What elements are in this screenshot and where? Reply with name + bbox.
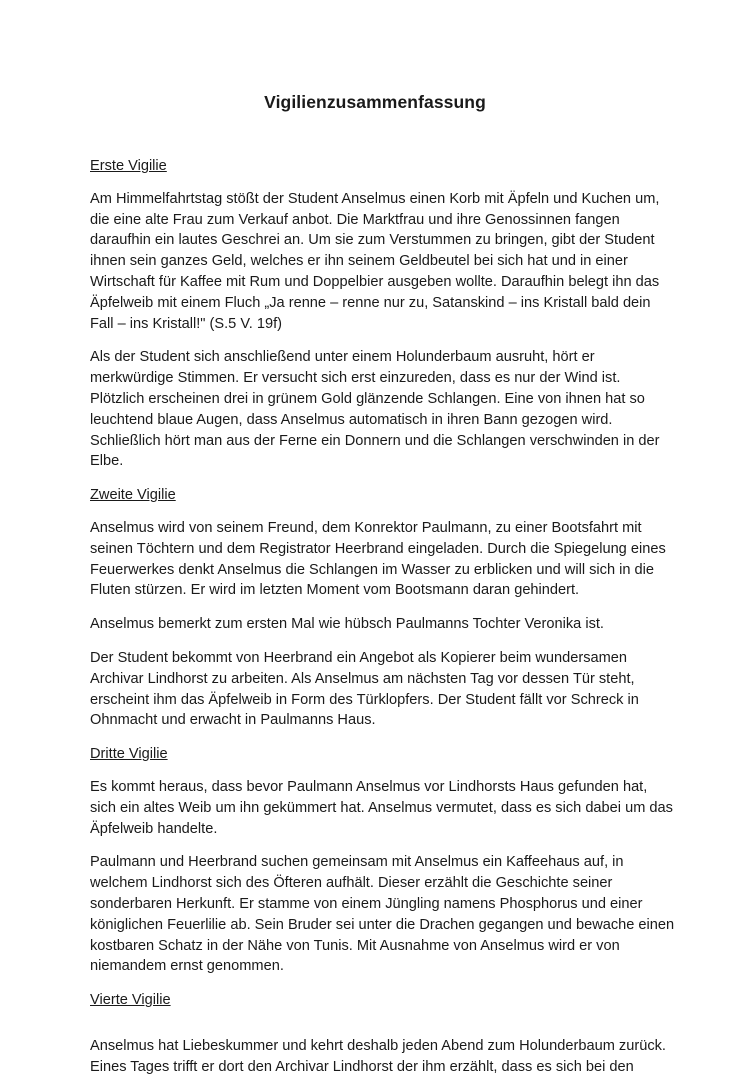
paragraph: Es kommt heraus, dass bevor Paulmann Anselmus vor Lindhorsts Haus gefunden hat, sich ein altes Weib um ihn gekümmert hat. Anselmus vermutet, dass es sich dabei um das Äpfelweib handelte. (90, 778, 673, 837)
paragraph: Paulmann und Heerbrand suchen gemeinsam mit Anselmus ein Kaffeehaus auf, in welchem Lindhorst sich des Öfteren aufhält. Dieser erzählt die Geschichte seiner sonderbaren Herkunft. Er stamme von einem Jüngling namens Phosphorus und einer königlichen Feuerlilie ab. Sein Bruder sei unter die Drachen gegangen und bewache einen kostbaren Schatz in der Nähe von Tunis. Mit Ausnahme von Anselmus wird er von niemandem ernst genommen. (90, 854, 675, 975)
paragraph: Am Himmelfahrtstag stößt der Student Anselmus einen Korb mit Äpfeln und Kuchen um, die eine alte Frau zum Verkauf anbot. Die Marktfrau und ihre Genossinnen fangen daraufhin ein lautes Geschrei an. Um sie zum Verstummen zu bringen, gibt der Student ihnen sein ganzes Geld, welches er ihn seinem Geldbeutel bei sich hat und in einer Wirtschaft für Kaffee mit Rum und Doppelbier ausgeben wollte. Daraufhin belegt ihn das Äpfelweib mit einem Fluch „Ja renne – renne nur zu, Satanskind – ins Kristall bald dein Fall – ins Kristall!" (S.5 V. 19f) (90, 190, 660, 332)
section-dritte-vigilie (90, 744, 675, 977)
section-erste-vigilie (90, 156, 675, 472)
paragraph: Der Student bekommt von Heerbrand ein Angebot als Kopierer beim wundersamen Archivar Lindhorst zu arbeiten. Als Anselmus am nächsten Tag vor dessen Tür steht, erscheint ihm das Äpfelweib in Form des Türklopfers. Der Student fällt vor Schreck in Ohnmacht und erwacht in Paulmanns Haus. (90, 649, 639, 729)
page-title: Vigilienzusammenfassung (264, 92, 486, 112)
section-heading: Vierte Vigilie (90, 992, 171, 1009)
paragraph: Anselmus hat Liebeskummer und kehrt deshalb jeden Abend zum Holunderbaum zurück. Eines Tages trifft er dort den Archivar Lindhorst der ihm erzählt, dass es sich bei den (90, 1037, 666, 1075)
paragraph: Als der Student sich anschließend unter einem Holunderbaum ausruht, hört er merkwürdige Stimmen. Er versucht sich erst einzureden, dass es nur der Wind ist. Plötzlich erscheinen drei in grünem Gold glänzende Schlangen. Eine von ihnen hat so leuchtend blaue Augen, dass Anselmus automatisch in ihren Bann gezogen wird. Schließlich hört man aus der Ferne ein Donnern und die Schlangen verschwinden in der Elbe. (90, 349, 660, 470)
section-heading: Erste Vigilie (90, 158, 167, 174)
paragraph: Anselmus bemerkt zum ersten Mal wie hübsch Paulmanns Tochter Veronika ist. (90, 616, 604, 633)
paragraph: Anselmus wird von seinem Freund, dem Konrektor Paulmann, zu einer Bootsfahrt mit seinen Töchtern und dem Registrator Heerbrand eingeladen. Durch die Spiegelung eines Feuerwerkes denkt Anselmus die Schlangen im Wasser zu erblicken und will sich in die Fluten stürzen. Er wird im letzten Moment vom Bootsmann daran gehindert. (90, 519, 666, 599)
section-heading: Zweite Vigilie (90, 487, 176, 504)
section-zweite-vigilie (90, 485, 675, 731)
document-body (90, 156, 675, 1090)
section-vierte-vigilie (90, 990, 675, 1077)
section-heading: Dritte Vigilie (90, 746, 168, 763)
